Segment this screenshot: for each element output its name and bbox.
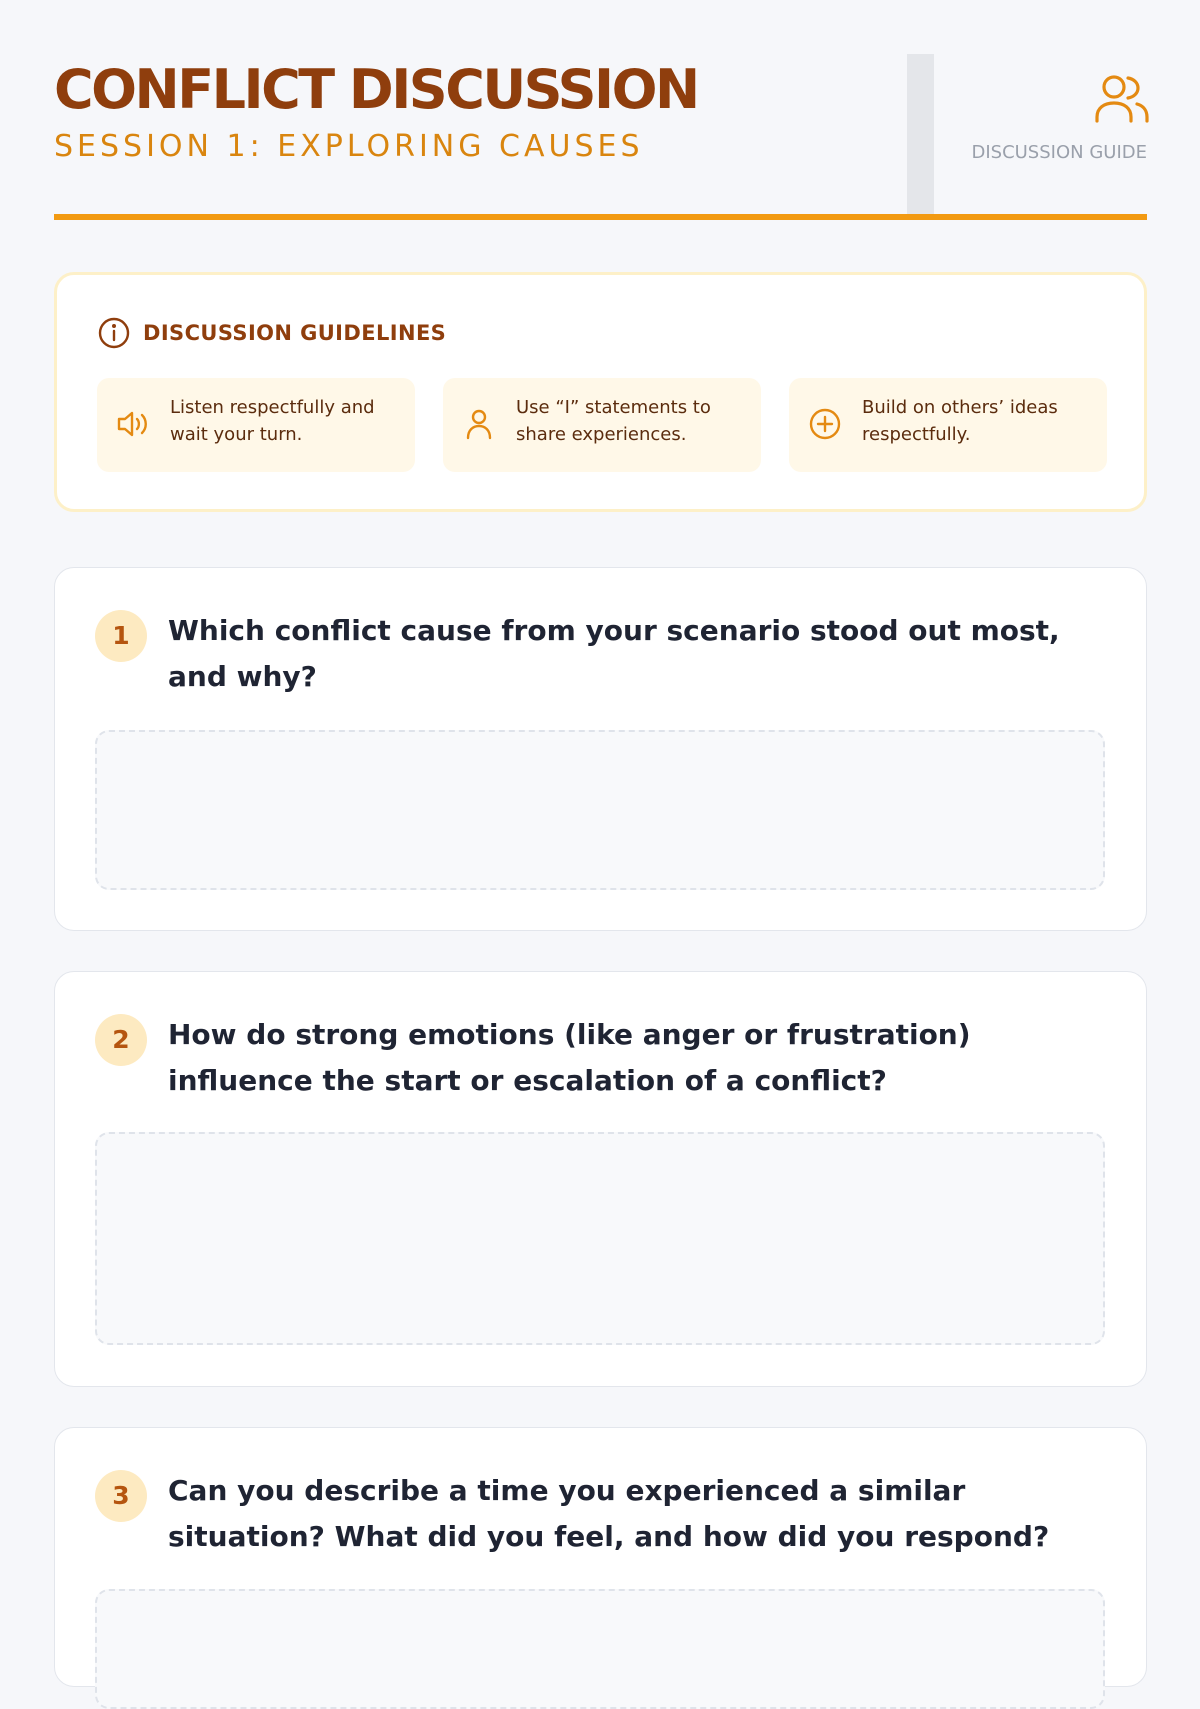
page-header xyxy=(54,54,1147,220)
question-number-badge: 2 xyxy=(95,1014,147,1066)
header-rule xyxy=(54,214,1147,220)
question-card-1 xyxy=(54,567,1147,931)
guideline-item-listen xyxy=(97,378,415,472)
question-text: Which conflict cause from your scenario stood out most, and why? xyxy=(168,614,1060,693)
answer-area[interactable] xyxy=(95,730,1105,890)
guideline-item-build-on-ideas xyxy=(789,378,1107,472)
info-icon xyxy=(97,316,131,350)
header-divider xyxy=(907,54,934,214)
guideline-text: Use “I” statements to share experiences. xyxy=(516,397,711,445)
page-title: CONFLICT DISCUSSION xyxy=(54,58,698,121)
speaker-icon xyxy=(115,406,151,442)
users-icon xyxy=(1094,74,1150,124)
guideline-text: Build on others’ ideas respectfully. xyxy=(862,397,1058,445)
plus-circle-icon xyxy=(807,406,843,442)
question-number-badge: 3 xyxy=(95,1470,147,1522)
question-card-3 xyxy=(54,1427,1147,1687)
user-icon xyxy=(461,406,497,442)
question-text: Can you describe a time you experienced a similar situation? What did you feel, and how did you respond? xyxy=(168,1474,1050,1553)
guidelines-heading xyxy=(97,315,446,351)
question-text: How do strong emotions (like anger or frustration) influence the start or escalation of a conflict? xyxy=(168,1018,971,1097)
page-subtitle: SESSION 1: EXPLORING CAUSES xyxy=(54,129,644,164)
discussion-guide-label: DISCUSSION GUIDE xyxy=(971,142,1147,163)
question-number-badge: 1 xyxy=(95,610,147,662)
guideline-item-i-statements xyxy=(443,378,761,472)
guidelines-list xyxy=(97,378,1107,472)
question-card-2 xyxy=(54,971,1147,1387)
answer-area[interactable] xyxy=(95,1589,1105,1709)
discussion-guidelines-card xyxy=(54,272,1147,512)
guidelines-title: DISCUSSION GUIDELINES xyxy=(143,321,447,345)
answer-area[interactable] xyxy=(95,1132,1105,1345)
guideline-text: Listen respectfully and wait your turn. xyxy=(170,397,375,445)
